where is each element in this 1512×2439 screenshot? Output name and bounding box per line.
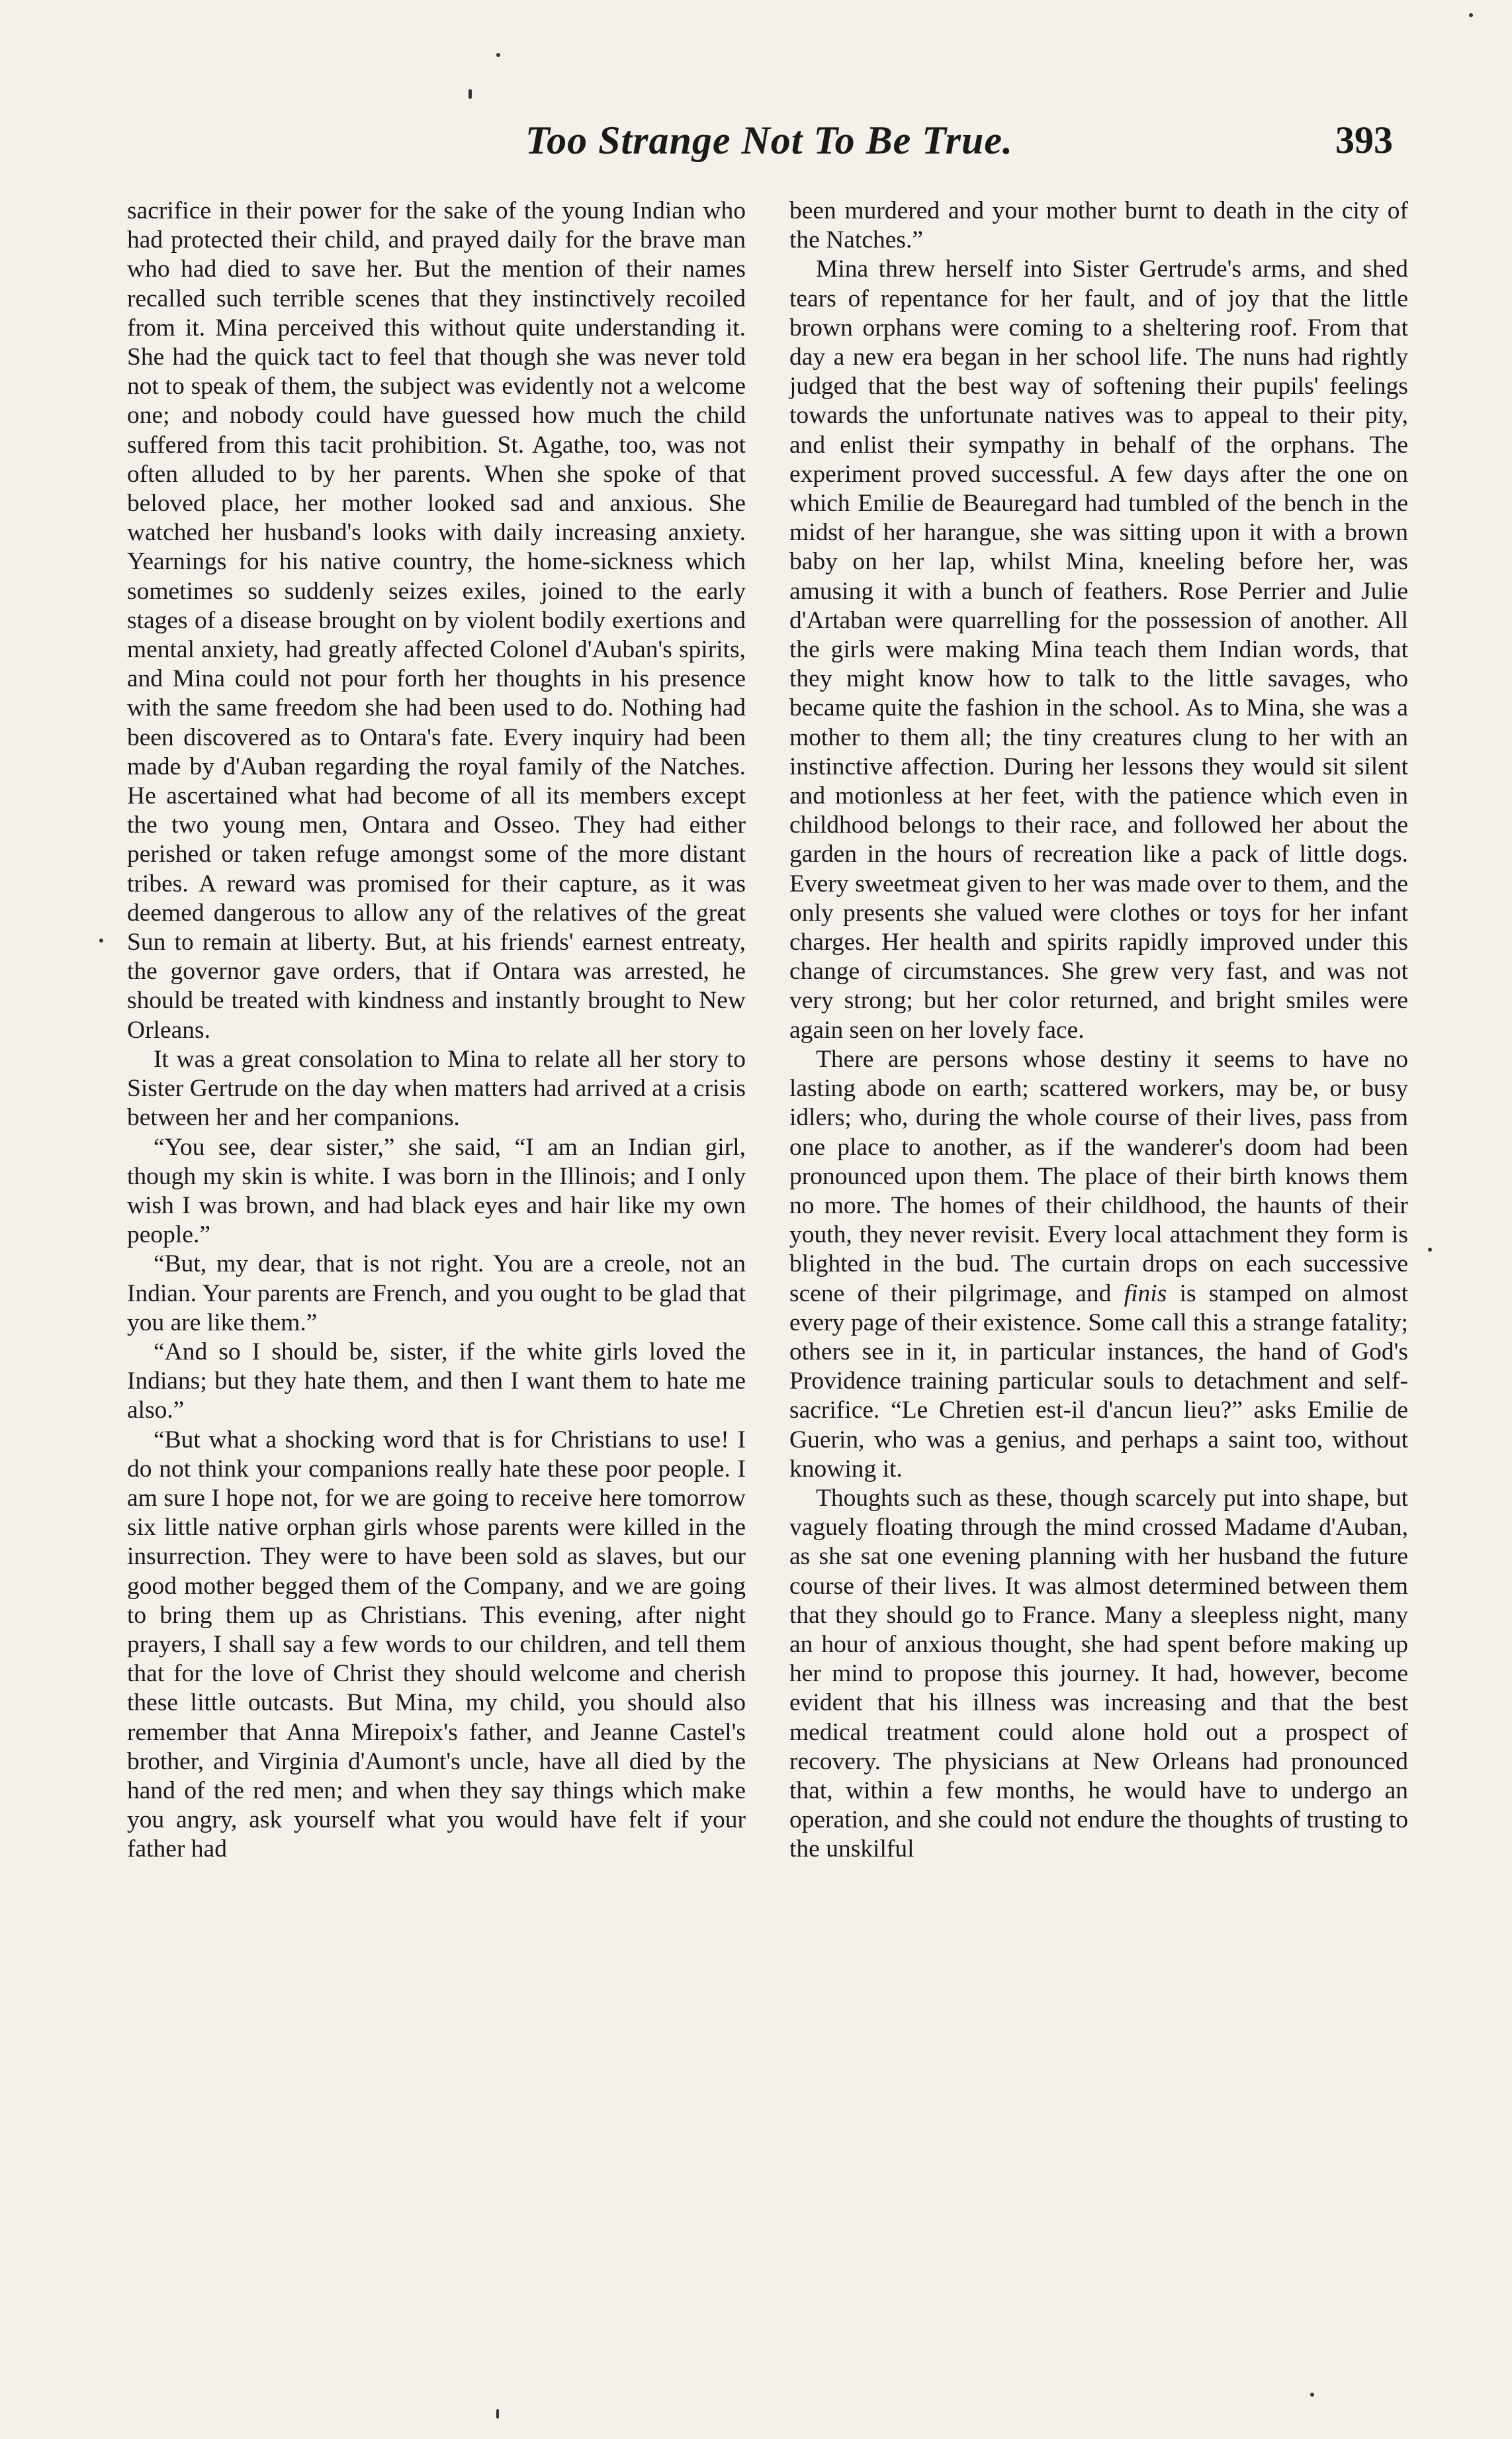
paragraph-text: There are persons whose destiny it seems to have no lasting abode on earth; scattered workers, may be, or busy idlers; who, during the whole course of their lives, pass from one place to another, as if the wanderer's doom had been pronounced upon them. The place of their birth knows them no more. The homes of their childhood, the haunts of their youth, they never revisit. Every local attachment they form is blighted in the bud. The curtain drops on each successive scene of their pilgrimage, and bbox=[789, 1045, 1408, 1307]
paragraph: It was a great consolation to Mina to relate all her story to Sister Gertrude on the day when matters had arrived at a crisis between her and her companions. bbox=[127, 1045, 746, 1132]
ink-speck bbox=[1310, 2393, 1314, 2397]
running-head bbox=[126, 118, 1413, 177]
paragraph bbox=[789, 1045, 1408, 1484]
ink-speck bbox=[99, 939, 103, 943]
ink-speck bbox=[496, 53, 500, 57]
italic-word: finis bbox=[1124, 1279, 1167, 1307]
paragraph-text: is stamped on almost every page of their existence. Some call this a strange fatality; others see in it, in particular instances, the hand of God's Providence training particular souls to detachment and self-sacrifice. “Le Chretien est-il d'ancun lieu?” asks Emilie de Guerin, who was a genius, and perhaps a saint too, without knowing it. bbox=[789, 1279, 1408, 1483]
right-column bbox=[789, 197, 1408, 1864]
paragraph: “You see, dear sister,” she said, “I am an Indian girl, though my skin is white. I was born in the Illinois; and I only wish I was brown, and had black eyes and hair like my own people.” bbox=[127, 1133, 746, 1249]
paragraph: Mina threw herself into Sister Gertrude's arms, and shed tears of repentance for her fault, and of joy that the little brown orphans were coming to a sheltering roof. From that day a new era began in her school life. The nuns had rightly judged that the best way of softening their pupils' feelings towards the unfortunate natives was to appeal to their pity, and enlist their sympathy in behalf of the orphans. The experiment proved successful. A few days after the one on which Emilie de Beauregard had tumbled of the bench in the midst of her harangue, she was sitting upon it with a brown baby on her lap, whilst Mina, kneeling before her, was amusing it with a bunch of feathers. Rose Perrier and Julie d'Artaban were quarrelling for the possession of another. All the girls were making Mina teach them Indian words, that they might know how to talk to the little savages, who became quite the fashion in the school. As to Mina, she was a mother to them all; the tiny creatures clung to her with an instinctive affection. During her lessons they would sit silent and motionless at her feet, with the patience which even in childhood belongs to their race, and followed her about the garden in the hours of recreation like a pack of little dogs. Every sweetmeat given to her was made over to them, and the only presents she valued were clothes or toys for her infant charges. Her health and spirits rapidly improved under this change of circumstances. She grew very fast, and was not very strong; but her color returned, and bright smiles were again seen on her lovely face. bbox=[789, 255, 1408, 1044]
paragraph: “But, my dear, that is not right. You are a creole, not an Indian. Your parents are French, and you ought to be glad that you are like them.” bbox=[127, 1250, 746, 1336]
paragraph: “And so I should be, sister, if the white girls loved the Indians; but they hate them, and then I want them to hate me also.” bbox=[127, 1338, 746, 1424]
left-column bbox=[127, 197, 746, 1864]
paragraph: sacrifice in their power for the sake of the young Indian who had protected their child, and prayed daily for the brave man who had died to save her. But the mention of their names recalled such terrible scenes that they instinctively recoiled from it. Mina perceived this without quite understanding it. She had the quick tact to feel that though she was never told not to speak of them, the subject was evidently not a welcome one; and nobody could have guessed how much the child suffered from this tacit prohibition. St. Agathe, too, was not often alluded to by her parents. When she spoke of that beloved place, her mother looked sad and anxious. She watched her husband's looks with daily increasing anxiety. Yearnings for his native country, the home-sickness which sometimes so suddenly seizes exiles, joined to the early stages of a disease brought on by violent bodily exertions and mental anxiety, had greatly affected Colonel d'Auban's spirits, and Mina could not pour forth her thoughts in his presence with the same freedom she had been used to do. Nothing had been discovered as to Ontara's fate. Every inquiry had been made by d'Auban regarding the royal family of the Natches. He ascertained what had become of all its members except the two young men, Ontara and Osseo. They had either perished or taken refuge amongst some of the more distant tribes. A reward was promised for their capture, as it was deemed dangerous to allow any of the relatives of the great Sun to remain at liberty. But, at his friends' earnest entreaty, the governor gave orders, that if Ontara was arrested, he should be treated with kindness and instantly brought to New Orleans. bbox=[127, 197, 746, 1044]
paragraph: Thoughts such as these, though scarcely put into shape, but vaguely floating through the mind crossed Madame d'Auban, as she sat one evening planning with her husband the future course of their lives. It was almost determined between them that they should go to France. Many a sleepless night, many an hour of anxious thought, she had spent before making up her mind to propose this journey. It had, however, become evident that his illness was increasing and that the best medical treatment could alone hold out a prospect of recovery. The physicians at New Orleans had pronounced that, within a few months, he would have to undergo an operation, and she could not endure the thoughts of trusting to the unskilful bbox=[789, 1484, 1408, 1863]
paragraph: “But what a shocking word that is for Christians to use! I do not think your companions really hate these poor people. I am sure I hope not, for we are going to receive here tomorrow six little native orphan girls whose parents were killed in the insurrection. They were to have been sold as slaves, but our good mother begged them of the Company, and we are going to bring them up as Christians. This evening, after night prayers, I shall say a few words to our children, and tell them that for the love of Christ they should welcome and cherish these little outcasts. But Mina, my child, you should also remember that Anna Mirepoix's father, and Jeanne Castel's brother, and Virginia d'Aumont's uncle, have all died by the hand of the red men; and when they say things which make you angry, ask yourself what you would have felt if your father had bbox=[127, 1426, 746, 1863]
paragraph: been murdered and your mother burnt to death in the city of the Natches.” bbox=[789, 197, 1408, 254]
ink-speck bbox=[468, 89, 472, 99]
page-number: 393 bbox=[1335, 118, 1393, 161]
ink-speck bbox=[496, 2409, 499, 2418]
ink-speck bbox=[1428, 1248, 1432, 1252]
ink-speck bbox=[1469, 13, 1473, 17]
running-title: Too Strange Not To Be True. bbox=[525, 118, 1014, 162]
